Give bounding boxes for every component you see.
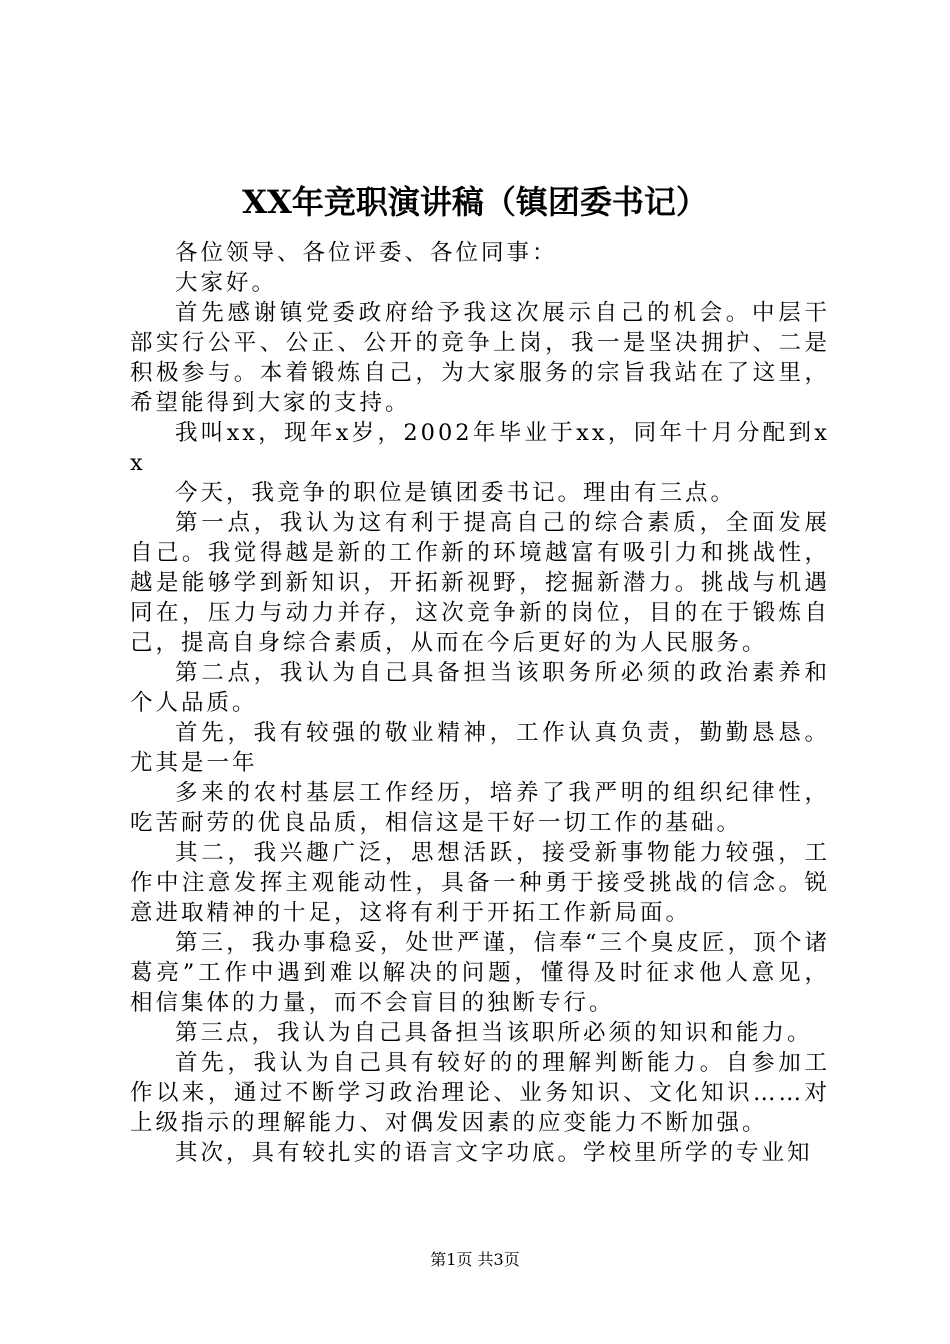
page-number-footer: 第1页 共3页 bbox=[430, 1250, 520, 1269]
paragraph-point-two-third: 第三，我办事稳妥，处世严谨，信奉“三个臭皮匠，顶个诸葛亮”工作中遇到难以解决的问题，懂得及时征求他人意见，相信集体的力量，而不会盲目的独断专行。 bbox=[130, 930, 830, 1016]
document-title: XX年竞职演讲稿（镇团委书记） bbox=[242, 183, 708, 221]
paragraph-position: 今天，我竞争的职位是镇团委书记。理由有三点。 bbox=[175, 480, 737, 506]
paragraph-introduction: 我叫xx，现年x岁，2002年毕业于xx，同年十月分配到xx bbox=[130, 420, 830, 476]
paragraph-point-two-first: 首先，我有较强的敬业精神，工作认真负责，勤勤恳恳。尤其是一年 bbox=[130, 720, 830, 776]
paragraph-point-two-second: 其二，我兴趣广泛，思想活跃，接受新事物能力较强，工作中注意发挥主观能动性，具备一种勇于接受挑战的信念。锐意进取精神的十足，这将有利于开拓工作新局面。 bbox=[130, 840, 830, 926]
paragraph-point-three: 第三点，我认为自己具备担当该职所必须的知识和能力。 bbox=[175, 1020, 813, 1046]
paragraph-point-two-first-cont: 多来的农村基层工作经历，培养了我严明的组织纪律性，吃苦耐劳的优良品质，相信这是干好一切工作的基础。 bbox=[130, 780, 830, 836]
document-body bbox=[130, 238, 830, 1168]
paragraph-point-two: 第二点，我认为自己具备担当该职务所必须的政治素养和个人品质。 bbox=[130, 660, 830, 716]
paragraph-greeting: 大家好。 bbox=[175, 270, 278, 296]
paragraph-salutation: 各位领导、各位评委、各位同事： bbox=[175, 240, 558, 266]
paragraph-point-three-first: 首先，我认为自己具有较好的的理解判断能力。自参加工作以来，通过不断学习政治理论、业务知识、文化知识……对上级指示的理解能力、对偶发因素的应变能力不断加强。 bbox=[130, 1050, 830, 1136]
paragraph-point-one: 第一点，我认为这有利于提高自己的综合素质，全面发展自己。我觉得越是新的工作新的环境越富有吸引力和挑战性，越是能够学到新知识，开拓新视野，挖掘新潜力。挑战与机遇同在，压力与动力并存，这次竞争新的岗位，目的在于锻炼自己，提高自身综合素质，从而在今后更好的为人民服务。 bbox=[130, 510, 830, 656]
paragraph-thanks: 首先感谢镇党委政府给予我这次展示自己的机会。中层干部实行公平、公正、公开的竞争上岗，我一是坚决拥护、二是积极参与。本着锻炼自己，为大家服务的宗旨我站在了这里，希望能得到大家的支持。 bbox=[130, 300, 830, 416]
paragraph-point-three-second: 其次，具有较扎实的语言文字功底。学校里所学的专业知 bbox=[175, 1140, 813, 1166]
